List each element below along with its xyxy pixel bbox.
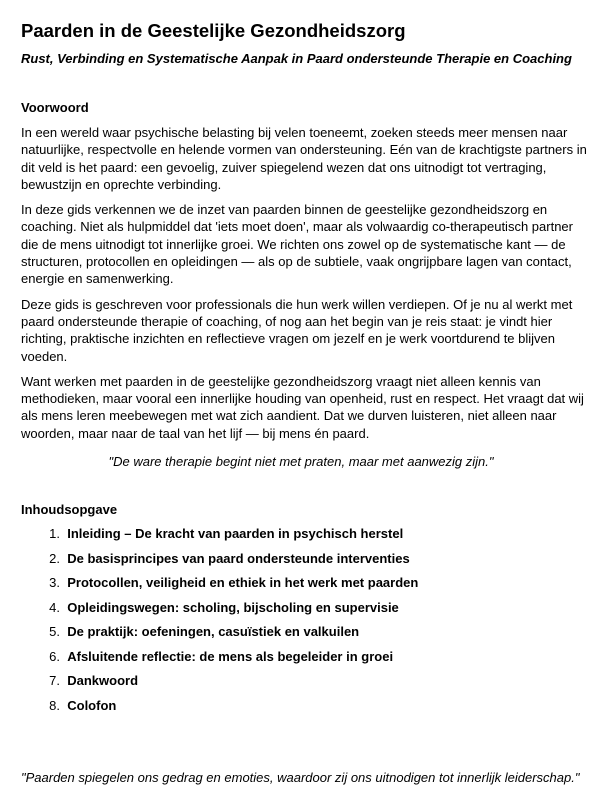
document-subtitle: Rust, Verbinding en Systematische Aanpak in Paard ondersteunde Therapie en Coaching — [21, 51, 572, 66]
toc-item-number: 3. — [49, 575, 60, 590]
toc-heading: Inhoudsopgave — [21, 502, 118, 517]
toc-item[interactable] — [21, 575, 418, 600]
table-of-contents — [21, 526, 418, 722]
toc-item-number: 4. — [49, 599, 60, 615]
voorwoord-paragraph: In deze gids verkennen we de inzet van paarden binnen de geestelijke gezondheidszorg en coaching. Niet als hulpmiddel dat 'iets moet doen', maar als volwaardig co-therapeutisch partner die de mens uitnodigt tot innerlijke groei. We richten ons zowel op de systematische kant — de structuren, protocollen en opleidingen — als op de subtiele, vaak ongrijpbare lagen van contact, energie en samenwerking. — [21, 202, 573, 287]
voorwoord-heading: Voorwoord — [21, 100, 89, 115]
voorwoord-paragraph: Want werken met paarden in de geestelijke gezondheidszorg vraagt niet alleen kennis van methodieken, maar vooral een innerlijke houding van openheid, rust en respect. Het vraagt dat wij als mens leren meebewegen met wat zich aandient. Dat we durven luisteren, niet alleen naar woorden, maar naar de taal van het lijf — bij mens én paard. — [21, 373, 584, 441]
toc-item-label: Inleiding – De kracht van paarden in psychisch herstel — [67, 526, 404, 541]
toc-item-number: 7. — [49, 673, 60, 688]
toc-item[interactable] — [21, 551, 418, 576]
voorwoord-body — [21, 124, 587, 450]
toc-item-number: 1. — [49, 526, 60, 541]
toc-item-label: Afsluitende reflectie: de mens als begeleider in groei — [67, 648, 394, 664]
toc-item-label: Colofon — [67, 697, 117, 713]
voorwoord-paragraph: Deze gids is geschreven voor professionals die hun werk willen verdiepen. Of je nu al werkt met paard ondersteunde therapie of coaching, of nog aan het begin van je reis staat: je vindt hier richting, praktische inzichten en reflectieve vragen om jezelf en je werk voortdurend te blijven voeden. — [21, 296, 573, 364]
toc-item[interactable] — [21, 649, 418, 674]
toc-item[interactable] — [21, 624, 418, 649]
toc-item-label: Protocollen, veiligheid en ethiek in het werk met paarden — [67, 575, 419, 590]
closing-quote: "Paarden spiegelen ons gedrag en emoties, waardoor zij ons uitnodigen tot innerlijk leiderschap." — [21, 770, 580, 785]
toc-item-number: 5. — [49, 624, 60, 639]
toc-item-label: Dankwoord — [67, 673, 139, 688]
toc-item[interactable] — [21, 673, 418, 698]
toc-item[interactable] — [21, 526, 418, 551]
toc-item-number: 2. — [49, 550, 60, 566]
voorwoord-paragraph: In een wereld waar psychische belasting bij velen toeneemt, zoeken steeds meer mensen naar natuurlijke, respectvolle en helende vormen van ondersteuning. Eén van de krachtigste partners in dit veld is het paard: een gevoelig, zuiver spiegelend wezen dat ons uitnodigt tot vertraging, bewustzijn en oprechte verbinding. — [21, 125, 587, 192]
toc-item-label: De basisprincipes van paard ondersteunde interventies — [67, 550, 410, 566]
toc-item[interactable] — [21, 698, 418, 723]
document-title: Paarden in de Geestelijke Gezondheidszorg — [21, 20, 406, 41]
toc-item-label: Opleidingswegen: scholing, bijscholing en supervisie — [67, 599, 399, 615]
toc-item-number: 8. — [49, 697, 60, 713]
toc-item-number: 6. — [49, 648, 60, 664]
voorwoord-quote: "De ware therapie begint niet met praten, maar met aanwezig zijn." — [108, 454, 494, 469]
toc-item-label: De praktijk: oefeningen, casuïstiek en valkuilen — [67, 624, 360, 639]
toc-item[interactable] — [21, 600, 418, 625]
